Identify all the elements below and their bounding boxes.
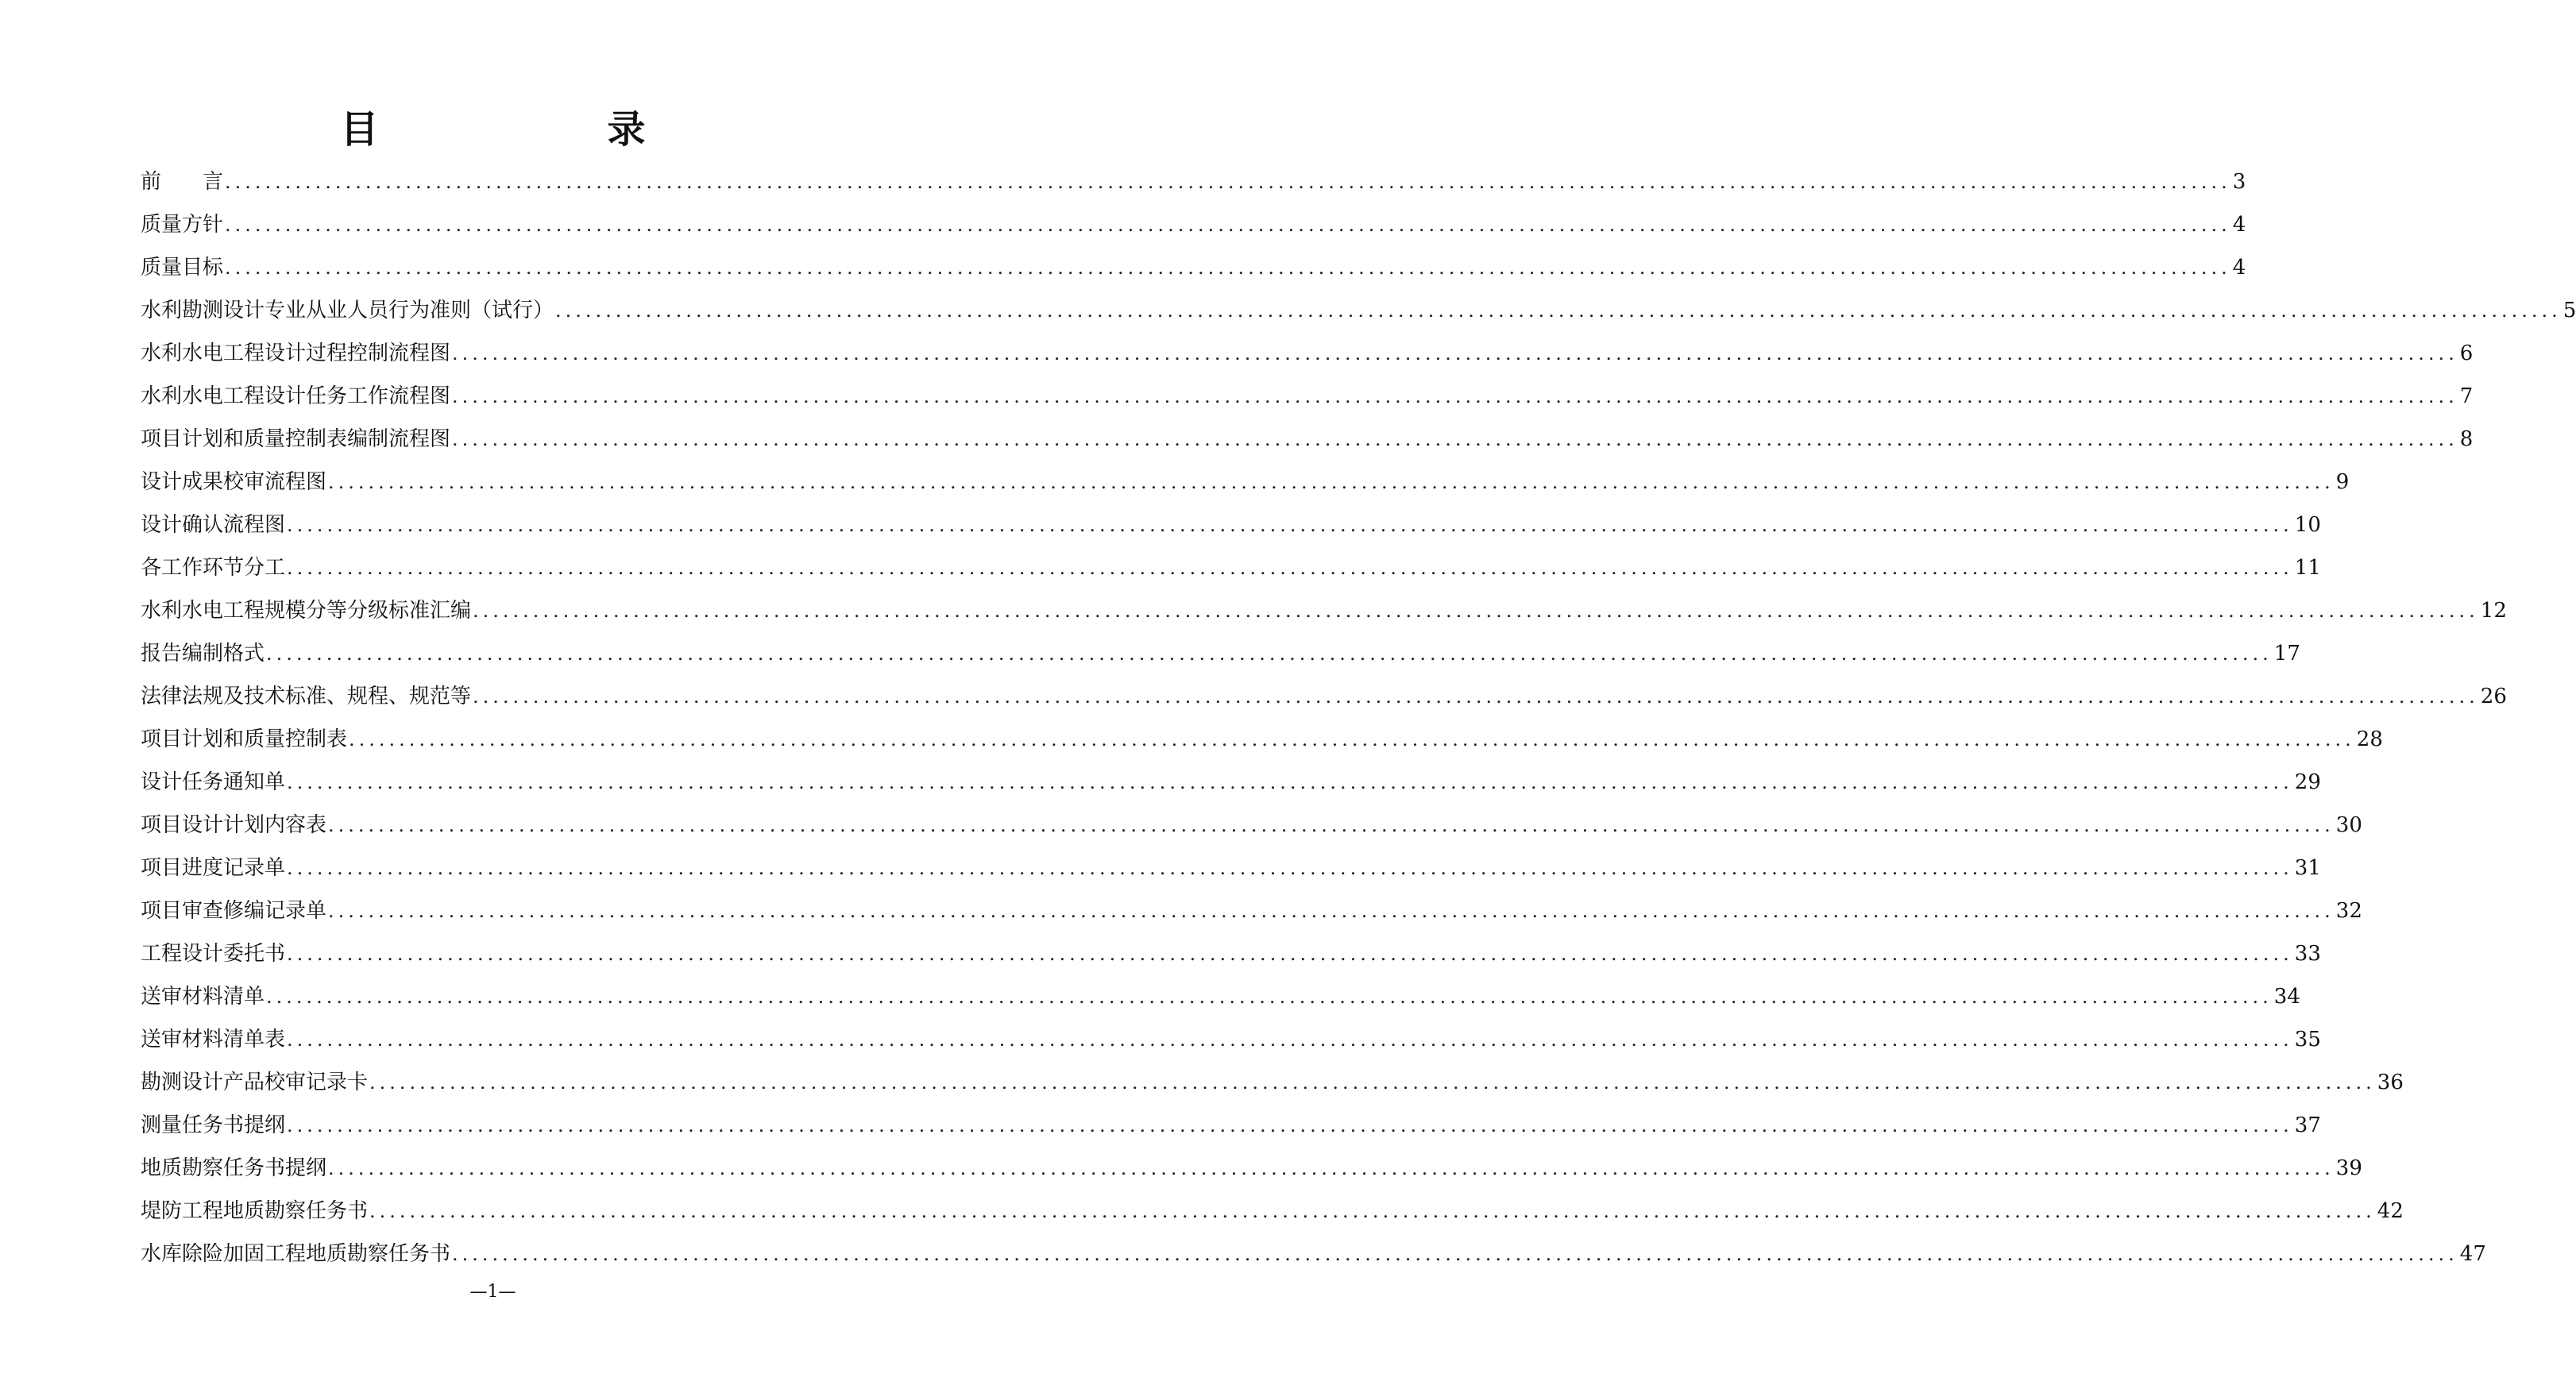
toc-entry-page: 35 [2294, 1028, 2321, 1052]
toc-leader-dots: ........................................................................................................................................................................................................ [369, 1071, 2376, 1094]
toc-entry[interactable] [141, 589, 2507, 632]
toc-entry-page: 9 [2335, 470, 2350, 494]
toc-entry-page: 3 [2232, 170, 2246, 194]
toc-entry-page: 6 [2459, 341, 2474, 365]
toc-leader-dots: ........................................................................................................................................................................................................ [452, 342, 2458, 365]
toc-entry-page: 39 [2335, 1156, 2362, 1180]
toc-entry-label: 测量任务书提纲 [141, 1113, 286, 1137]
toc-entry-label: 项目审查修编记录单 [141, 899, 327, 923]
toc-entry-label: 水利水电工程设计任务工作流程图 [141, 384, 451, 408]
toc-leader-dots: ........................................................................................................................................................................................................ [328, 1157, 2335, 1179]
toc-entry[interactable] [141, 847, 2321, 889]
toc-entry-label: 报告编制格式 [141, 642, 265, 666]
toc-entry-label: 送审材料清单表 [141, 1028, 286, 1052]
toc-leader-dots: ........................................................................................................................................................................................................ [328, 471, 2335, 493]
toc-leader-dots: ........................................................................................................................................................................................................ [287, 557, 2293, 579]
toc-entry[interactable] [141, 160, 2246, 203]
page-title: 目 录 [340, 107, 697, 152]
toc-entry-page: 10 [2294, 513, 2321, 537]
toc-leader-dots: ........................................................................................................................................................................................................ [287, 1114, 2293, 1136]
toc-entry-label: 项目设计计划内容表 [141, 813, 327, 837]
toc-entry[interactable] [141, 1190, 2404, 1233]
toc-entry-page: 30 [2335, 813, 2362, 837]
toc-leader-dots: ........................................................................................................................................................................................................ [266, 642, 2273, 665]
toc-entry[interactable] [141, 546, 2321, 589]
toc-entry-page: 5 [2562, 299, 2576, 322]
toc-leader-dots: ........................................................................................................................................................................................................ [473, 600, 2479, 622]
toc-entry[interactable] [141, 632, 2300, 675]
toc-entry[interactable] [141, 975, 2300, 1018]
toc-entry-label: 前 言 [141, 170, 224, 194]
toc-entry-page: 36 [2377, 1071, 2404, 1094]
toc-entry[interactable] [141, 203, 2246, 246]
toc-leader-dots: ........................................................................................................................................................................................................ [266, 986, 2273, 1008]
toc-entry-page: 12 [2480, 599, 2507, 623]
toc-entry-label: 设计成果校审流程图 [141, 470, 327, 494]
toc-entry[interactable] [141, 246, 2246, 289]
toc-entry-page: 4 [2232, 256, 2246, 280]
toc-entry-label: 项目计划和质量控制表编制流程图 [141, 427, 451, 451]
toc-leader-dots: ........................................................................................................................................................................................................ [287, 771, 2293, 793]
toc-leader-dots: ........................................................................................................................................................................................................ [328, 900, 2335, 922]
toc-entry-page: 28 [2356, 727, 2383, 751]
toc-leader-dots: ........................................................................................................................................................................................................ [452, 428, 2458, 450]
toc-entry[interactable] [141, 1018, 2321, 1061]
toc-entry[interactable] [141, 761, 2321, 804]
toc-entry[interactable] [141, 461, 2350, 504]
toc-leader-dots: ........................................................................................................................................................................................................ [225, 214, 2231, 236]
toc-entry-page: 11 [2294, 556, 2321, 580]
toc-leader-dots: ........................................................................................................................................................................................................ [555, 299, 2562, 322]
toc-leader-dots: ........................................................................................................................................................................................................ [287, 1028, 2293, 1051]
toc-entry-label: 设计任务通知单 [141, 770, 286, 794]
toc-entry-label: 水利勘测设计专业从业人员行为准则（试行） [141, 299, 554, 322]
toc-entry-label: 质量方针 [141, 213, 224, 237]
toc-entry-page: 37 [2294, 1113, 2321, 1137]
toc-entry-page: 26 [2480, 685, 2507, 708]
toc-entry[interactable] [141, 1061, 2404, 1104]
toc-entry[interactable] [141, 932, 2321, 975]
toc-entry[interactable] [141, 889, 2362, 932]
toc-leader-dots: ........................................................................................................................................................................................................ [349, 728, 2355, 751]
toc-entry-page: 8 [2459, 427, 2474, 451]
toc-entry[interactable] [141, 375, 2474, 418]
toc-leader-dots: ........................................................................................................................................................................................................ [225, 171, 2231, 193]
toc-entry-page: 33 [2294, 942, 2321, 966]
toc-entry-page: 32 [2335, 899, 2362, 923]
toc-entry-page: 29 [2294, 770, 2321, 794]
toc-entry[interactable] [141, 504, 2321, 546]
toc-entry[interactable] [141, 332, 2474, 375]
toc-entry-page: 4 [2232, 213, 2246, 237]
toc-entry[interactable] [141, 804, 2362, 847]
toc-leader-dots: ........................................................................................................................................................................................................ [287, 943, 2293, 965]
toc-leader-dots: ........................................................................................................................................................................................................ [287, 514, 2293, 536]
toc-leader-dots: ........................................................................................................................................................................................................ [328, 814, 2335, 836]
toc-entry-label: 项目进度记录单 [141, 856, 286, 880]
toc-entry[interactable] [141, 718, 2383, 761]
toc-leader-dots: ........................................................................................................................................................................................................ [287, 857, 2293, 879]
toc-leader-dots: ........................................................................................................................................................................................................ [473, 685, 2479, 708]
toc-entry-page: 34 [2273, 985, 2300, 1009]
toc-entry-label: 质量目标 [141, 256, 224, 280]
toc-entry-label: 送审材料清单 [141, 985, 265, 1009]
toc-entry-label: 法律法规及技术标准、规程、规范等 [141, 685, 472, 708]
toc-entry-label: 工程设计委托书 [141, 942, 286, 966]
toc-entry-page: 7 [2459, 384, 2474, 408]
toc-entry-page: 17 [2273, 642, 2300, 666]
toc-entry-page: 47 [2459, 1242, 2486, 1266]
toc-entry-label: 项目计划和质量控制表 [141, 727, 348, 751]
toc-leader-dots: ........................................................................................................................................................................................................ [452, 1243, 2458, 1265]
page-number: —1— [469, 1282, 516, 1302]
toc-leader-dots: ........................................................................................................................................................................................................ [452, 385, 2458, 407]
toc-entry-label: 水利水电工程规模分等分级标准汇编 [141, 599, 472, 623]
toc-entry-page: 31 [2294, 856, 2321, 880]
toc-leader-dots: ........................................................................................................................................................................................................ [225, 257, 2231, 279]
toc-entry-label: 堤防工程地质勘察任务书 [141, 1199, 369, 1223]
toc-entry-label: 水利水电工程设计过程控制流程图 [141, 341, 451, 365]
table-of-contents [141, 160, 2576, 1275]
toc-entry[interactable] [141, 1147, 2362, 1190]
toc-entry-label: 勘测设计产品校审记录卡 [141, 1071, 369, 1094]
toc-entry[interactable] [141, 1104, 2321, 1147]
toc-entry-label: 水库除险加固工程地质勘察任务书 [141, 1242, 451, 1266]
toc-entry-page: 42 [2377, 1199, 2404, 1223]
toc-entry[interactable] [141, 418, 2474, 461]
toc-entry-label: 地质勘察任务书提纲 [141, 1156, 327, 1180]
toc-entry-label: 设计确认流程图 [141, 513, 286, 537]
toc-leader-dots: ........................................................................................................................................................................................................ [369, 1200, 2376, 1222]
toc-entry[interactable] [141, 1233, 2486, 1275]
toc-entry-label: 各工作环节分工 [141, 556, 286, 580]
toc-entry[interactable] [141, 675, 2507, 718]
toc-entry[interactable] [141, 289, 2576, 332]
